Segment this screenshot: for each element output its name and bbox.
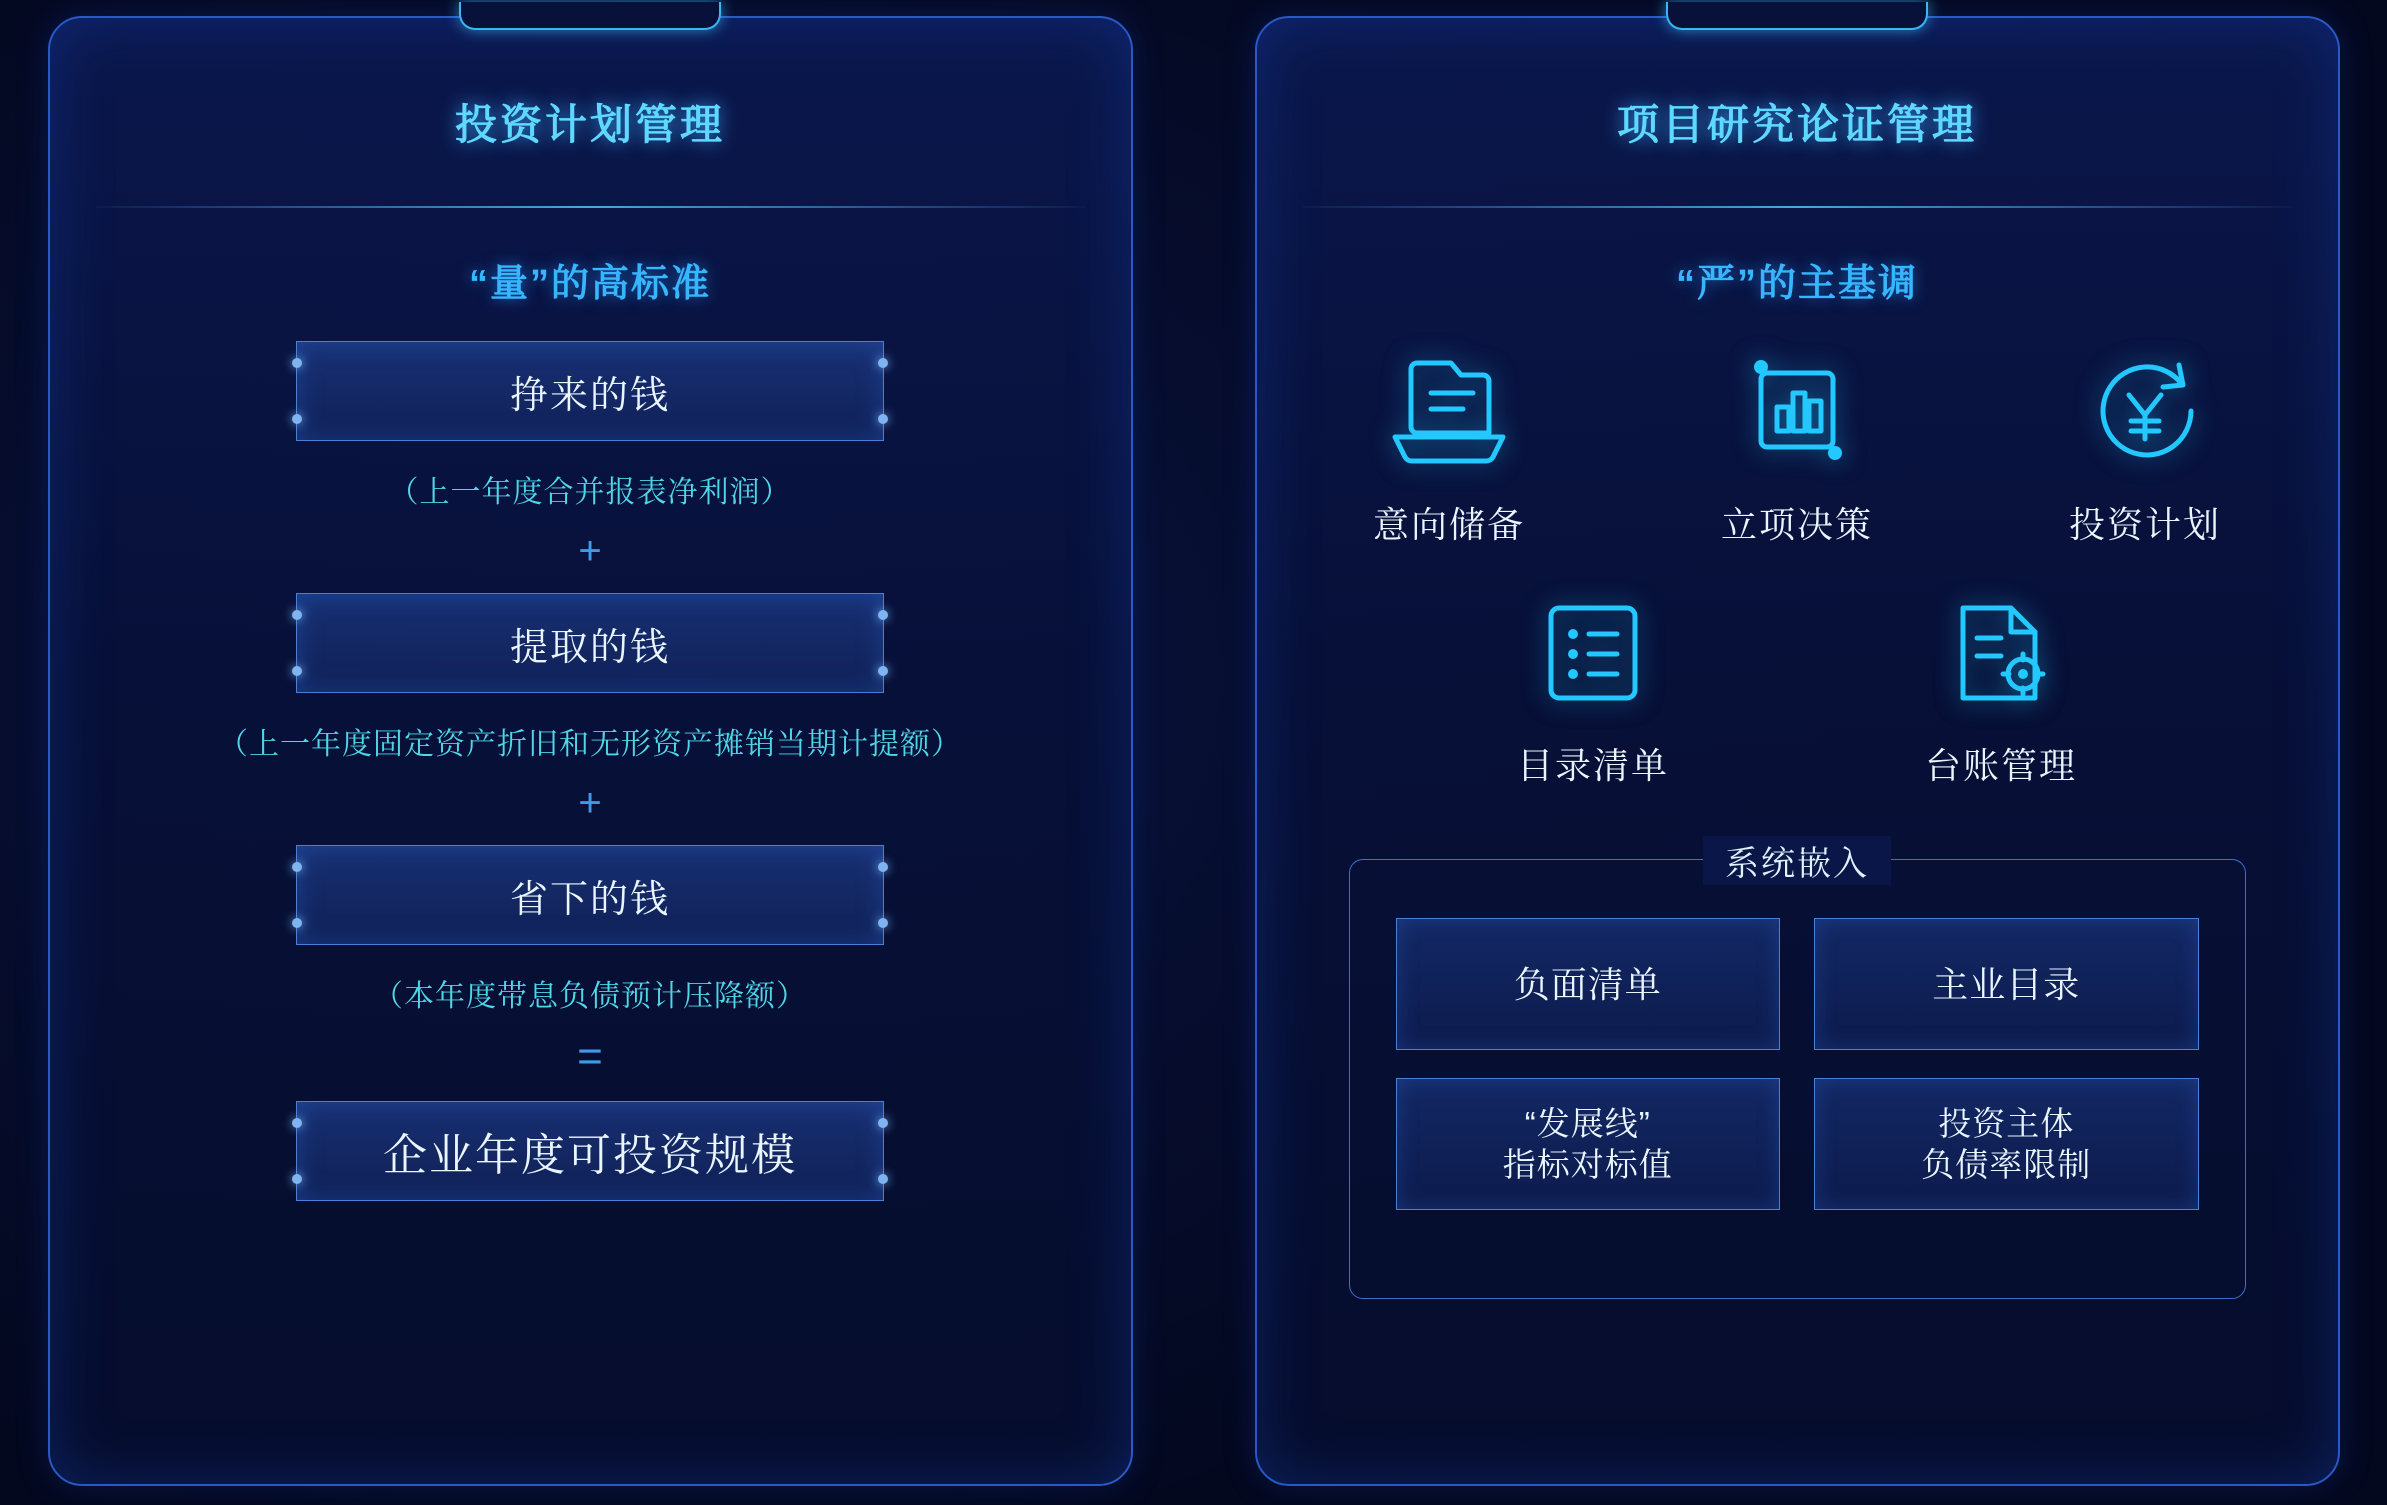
panel-subtitle-right: “严”的主基调 [1675, 263, 1918, 306]
formula-operator-1: + [578, 529, 602, 574]
node-dot-icon [292, 414, 302, 424]
embed-chip-line2: 负债率限制 [1921, 1146, 2092, 1184]
embed-chip-negative-list[interactable] [1396, 918, 1781, 1050]
node-dot-icon [878, 414, 888, 424]
embed-chip-label: 负面清单 [1513, 963, 1662, 1005]
system-embed-grid [1396, 918, 2199, 1210]
formula-note-3: （本年度带息负债预计压降额） [373, 980, 807, 1014]
module-label: 意向储备 [1372, 504, 1525, 546]
node-dot-icon [292, 1174, 302, 1184]
formula-step-3 [296, 845, 884, 945]
formula-chip-label: 提取的钱 [509, 626, 670, 669]
module-grid-row-2 [1303, 582, 2292, 823]
node-dot-icon [292, 358, 302, 368]
module-ledger-management[interactable] [1856, 582, 2146, 789]
panel-project-research [1255, 16, 2340, 1486]
panel-investment-plan [48, 16, 1133, 1486]
formula-chip-extracted[interactable] [296, 593, 884, 693]
embed-chip-debt-ratio-limit[interactable] [1814, 1078, 2199, 1210]
module-project-decision[interactable] [1652, 341, 1942, 548]
node-dot-icon [292, 918, 302, 928]
formula-step-1 [296, 341, 884, 441]
node-dot-icon [878, 918, 888, 928]
module-grid-row-1 [1303, 341, 2292, 582]
formula-note-1: （上一年度合并报表净利润） [388, 476, 792, 510]
module-investment-plan[interactable] [2000, 341, 2290, 548]
embed-chip-development-line[interactable] [1396, 1078, 1781, 1210]
module-label: 台账管理 [1924, 745, 2077, 787]
node-dot-icon [878, 358, 888, 368]
embed-chip-label-wrap [1921, 1103, 2091, 1186]
embed-chip-label: 主业目录 [1932, 963, 2081, 1005]
node-dot-icon [878, 666, 888, 676]
formula-operator-2: + [578, 781, 602, 826]
embed-chip-line1: 投资主体 [1938, 1105, 2075, 1142]
investment-formula [96, 341, 1085, 1201]
node-dot-icon [292, 1118, 302, 1128]
module-label: 投资计划 [2068, 504, 2221, 546]
formula-result-row [296, 1101, 884, 1201]
formula-chip-saved[interactable] [296, 845, 884, 945]
embed-chip-line1: “发展线” [1524, 1105, 1651, 1142]
panel-subtitle-left: “量”的高标准 [468, 263, 711, 306]
folder-document-icon [1374, 341, 1524, 483]
node-dot-icon [292, 862, 302, 872]
node-dot-icon [878, 862, 888, 872]
node-dot-icon [878, 1174, 888, 1184]
formula-note-2: （上一年度固定资产折旧和无形资产摊销当期计提额） [218, 728, 962, 762]
embed-chip-line2: 指标对标值 [1502, 1146, 1673, 1184]
bar-chart-icon [1722, 341, 1872, 483]
formula-step-2 [296, 593, 884, 693]
node-dot-icon [292, 610, 302, 620]
system-embed-legend: 系统嵌入 [1703, 836, 1891, 885]
panel-title-left: 投资计划管理 [454, 101, 725, 149]
node-dot-icon [292, 666, 302, 676]
formula-chip-earned[interactable] [296, 341, 884, 441]
formula-chip-label: 省下的钱 [509, 878, 670, 921]
node-dot-icon [878, 610, 888, 620]
formula-chip-label: 挣来的钱 [509, 374, 670, 417]
node-dot-icon [878, 1118, 888, 1128]
title-divider-right [1303, 206, 2292, 208]
module-label: 目录清单 [1516, 745, 1669, 787]
panel-title-right: 项目研究论证管理 [1616, 101, 1977, 149]
embed-chip-label-wrap [1503, 1103, 1673, 1186]
module-label: 立项决策 [1720, 504, 1873, 546]
document-gear-icon [1926, 582, 2076, 724]
module-catalog-list[interactable] [1448, 582, 1738, 789]
formula-chip-result[interactable] [296, 1101, 884, 1201]
embed-chip-main-business-catalog[interactable] [1814, 918, 2199, 1050]
title-divider-left [96, 206, 1085, 208]
system-embed-group [1349, 845, 2246, 1299]
formula-operator-3: = [577, 1032, 603, 1082]
checklist-icon [1518, 582, 1668, 724]
yuan-refresh-icon [2070, 341, 2220, 483]
formula-result-label: 企业年度可投资规模 [383, 1131, 797, 1181]
module-intent-reserve[interactable] [1304, 341, 1594, 548]
